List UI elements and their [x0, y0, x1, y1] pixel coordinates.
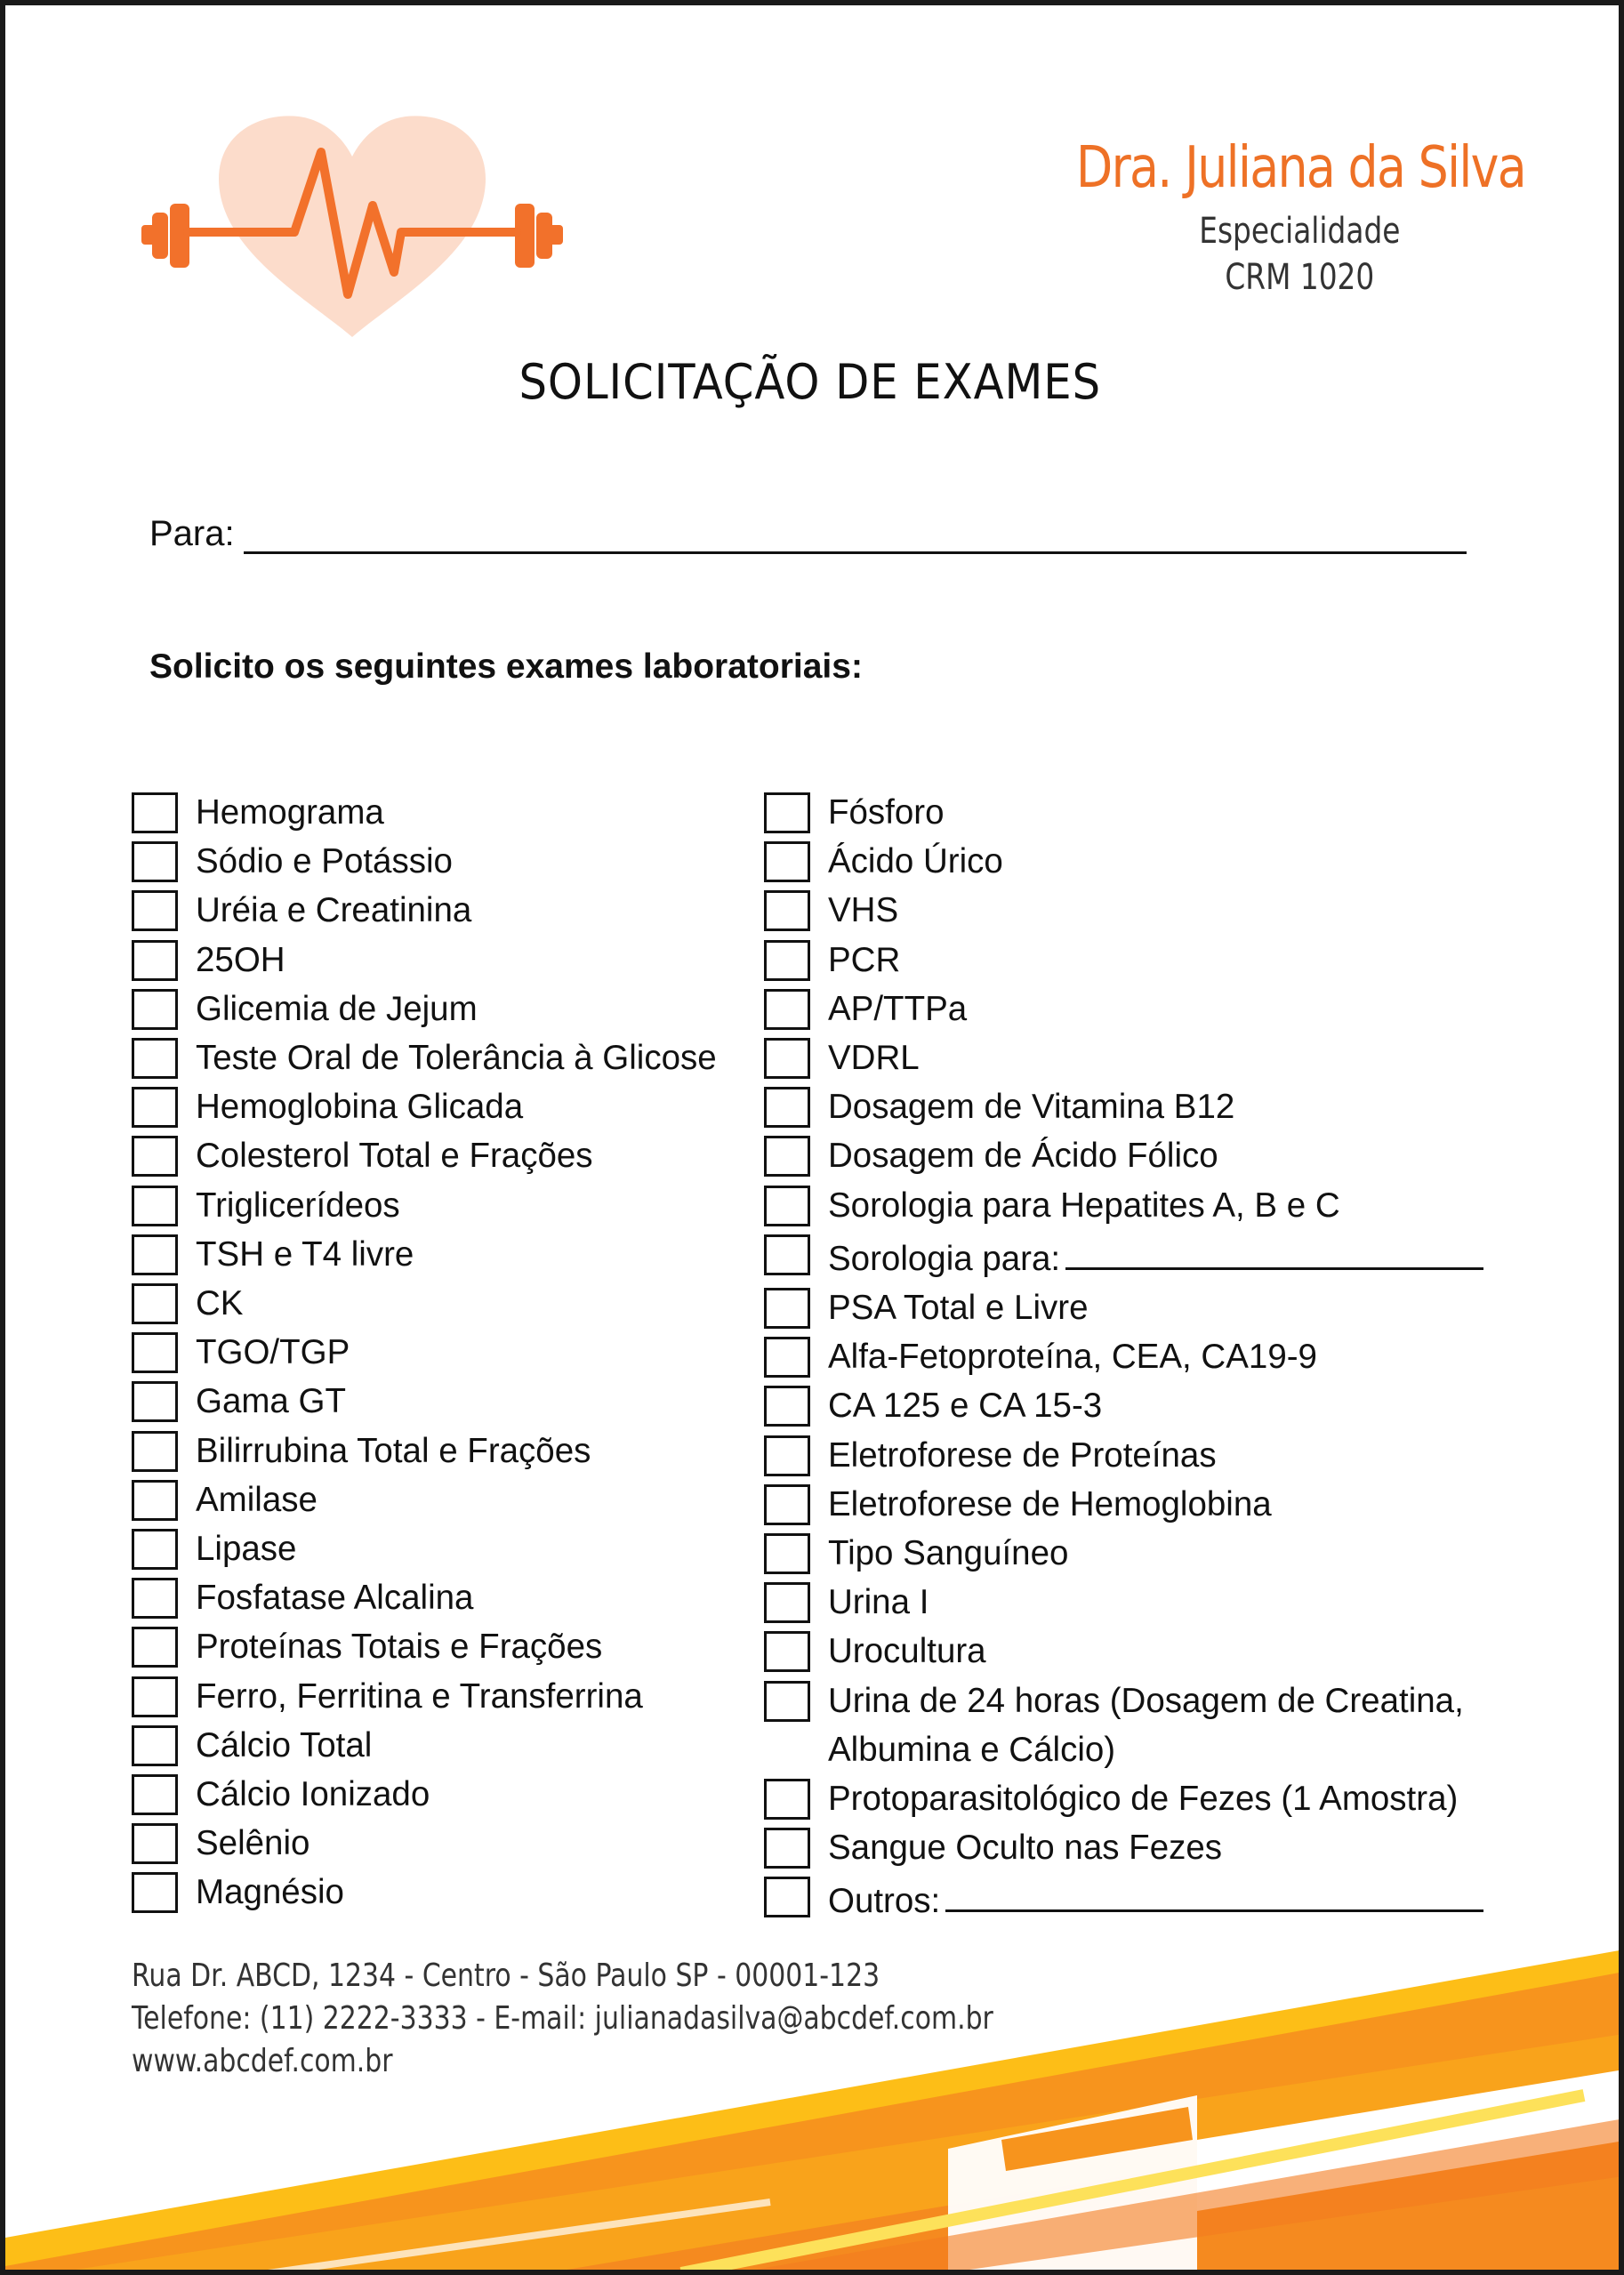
checkbox[interactable] — [764, 989, 810, 1030]
checkbox[interactable] — [764, 890, 810, 931]
exam-label: Protoparasitológico de Fezes (1 Amostra) — [828, 1780, 1459, 1819]
exam-item — [132, 1427, 754, 1475]
checkbox[interactable] — [764, 1681, 810, 1722]
checkbox[interactable] — [132, 1872, 178, 1913]
exam-item — [764, 1033, 1529, 1082]
exam-item — [132, 1524, 754, 1573]
exam-item — [764, 936, 1529, 985]
checkbox[interactable] — [764, 1533, 810, 1574]
exam-label: Sódio e Potássio — [196, 842, 453, 881]
doctor-header — [903, 137, 1525, 301]
footer-website: www.abcdef.com.br — [132, 2043, 393, 2079]
exam-item — [132, 1819, 754, 1868]
exam-item — [132, 1672, 754, 1721]
exam-item — [764, 1082, 1529, 1131]
checkbox[interactable] — [132, 1676, 178, 1717]
checkbox[interactable] — [132, 1283, 178, 1324]
exam-label: TSH e T4 livre — [196, 1234, 414, 1274]
exam-item — [132, 1082, 754, 1131]
checkbox[interactable] — [132, 940, 178, 981]
exam-label: Proteínas Totais e Frações — [196, 1628, 603, 1667]
heart-dumbbell-logo-icon — [134, 108, 570, 348]
exam-item — [764, 1431, 1529, 1480]
checkbox[interactable] — [132, 1480, 178, 1521]
exam-item — [132, 1868, 754, 1917]
checkbox[interactable] — [132, 1823, 178, 1864]
exam-item — [764, 1578, 1529, 1627]
doctor-crm: CRM 1020 — [1225, 257, 1375, 299]
checkbox[interactable] — [132, 1186, 178, 1226]
exam-label: Gama GT — [196, 1382, 347, 1421]
exam-item — [132, 788, 754, 837]
exam-item — [132, 1033, 754, 1082]
exam-item — [764, 788, 1529, 837]
exam-label: Bilirrubina Total e Frações — [196, 1431, 591, 1470]
checkbox[interactable] — [132, 1725, 178, 1766]
checkbox[interactable] — [764, 1435, 810, 1476]
exam-label: VDRL — [828, 1039, 920, 1078]
exam-label: Glicemia de Jejum — [196, 989, 478, 1028]
checkbox[interactable] — [764, 940, 810, 981]
exam-label: Cálcio Ionizado — [196, 1775, 430, 1814]
exam-label: Urocultura — [828, 1632, 986, 1671]
exam-label: PSA Total e Livre — [828, 1289, 1089, 1328]
outros-blank-line — [945, 1872, 1483, 1912]
exam-item — [764, 837, 1529, 886]
exam-label — [828, 1230, 1483, 1283]
checkbox[interactable] — [132, 1431, 178, 1472]
exam-item — [764, 1230, 1529, 1283]
checkbox[interactable] — [132, 1136, 178, 1177]
footer-address: Rua Dr. ABCD, 1234 - Centro - São Paulo SP - 00001-123 — [132, 1957, 880, 1994]
exam-item — [132, 1377, 754, 1426]
checkbox[interactable] — [132, 1234, 178, 1275]
exam-list-left — [132, 788, 754, 1917]
exam-label: TGO/TGP — [196, 1333, 350, 1372]
exam-item — [132, 837, 754, 886]
checkbox[interactable] — [764, 1038, 810, 1079]
exam-label: Sorologia para Hepatites A, B e C — [828, 1186, 1340, 1225]
page-title: SOLICITAÇÃO DE EXAMES — [519, 354, 1102, 410]
exam-label: Ferro, Ferritina e Transferrina — [196, 1676, 643, 1716]
checkbox[interactable] — [764, 792, 810, 833]
exam-item — [132, 1475, 754, 1524]
para-field — [149, 514, 1467, 554]
exam-item — [764, 1774, 1529, 1823]
checkbox[interactable] — [764, 1337, 810, 1378]
para-blank-line — [244, 514, 1467, 554]
exam-label: Magnésio — [196, 1873, 344, 1912]
outros-label: Outros: — [828, 1882, 941, 1921]
exam-label: Lipase — [196, 1530, 297, 1569]
exam-item — [764, 1181, 1529, 1230]
exam-label: Alfa-Fetoproteína, CEA, CA19-9 — [828, 1338, 1317, 1377]
exam-label: Dosagem de Vitamina B12 — [828, 1088, 1235, 1127]
checkbox[interactable] — [764, 1234, 810, 1275]
checkbox[interactable] — [132, 841, 178, 882]
checkbox[interactable] — [764, 1631, 810, 1672]
exam-item — [132, 1573, 754, 1622]
exam-item — [132, 985, 754, 1033]
exam-label: PCR — [828, 940, 901, 979]
sorologia-blank-line — [1065, 1230, 1483, 1270]
exam-label: Eletroforese de Proteínas — [828, 1435, 1217, 1475]
checkbox[interactable] — [764, 1582, 810, 1623]
exam-item — [764, 886, 1529, 935]
exam-item — [132, 1131, 754, 1180]
checkbox[interactable] — [764, 1136, 810, 1177]
doctor-specialty: Especialidade — [1199, 211, 1401, 253]
exam-item — [764, 1480, 1529, 1529]
exam-item — [764, 1283, 1529, 1332]
checkbox[interactable] — [764, 841, 810, 882]
exam-label: Hemoglobina Glicada — [196, 1088, 524, 1127]
checkbox[interactable] — [132, 1529, 178, 1570]
exam-label: Sangue Oculto nas Fezes — [828, 1829, 1223, 1868]
checkbox[interactable] — [764, 1386, 810, 1427]
checkbox[interactable] — [132, 989, 178, 1030]
checkbox[interactable] — [132, 1332, 178, 1373]
exam-label: CK — [196, 1284, 244, 1323]
checkbox[interactable] — [132, 1627, 178, 1668]
request-heading: Solicito os seguintes exames laboratoriais: — [149, 647, 863, 686]
exam-label: Selênio — [196, 1824, 310, 1863]
exam-label: CA 125 e CA 15-3 — [828, 1387, 1103, 1426]
checkbox[interactable] — [132, 792, 178, 833]
exam-item — [764, 985, 1529, 1033]
exam-item — [132, 1181, 754, 1230]
checkbox[interactable] — [764, 1484, 810, 1525]
checkbox[interactable] — [764, 1288, 810, 1329]
exam-item — [764, 1529, 1529, 1578]
footer-contact — [132, 1955, 1170, 2083]
exam-item — [132, 1721, 754, 1770]
exam-label: VHS — [828, 891, 899, 930]
exam-label: 25OH — [196, 940, 285, 979]
checkbox[interactable] — [132, 1087, 178, 1128]
exam-label: Urina I — [828, 1583, 929, 1622]
exam-label: Tipo Sanguíneo — [828, 1534, 1069, 1573]
para-label: Para: — [149, 514, 235, 553]
exam-item — [132, 936, 754, 985]
exam-item — [132, 1328, 754, 1377]
exam-label: Ácido Úrico — [828, 842, 1003, 881]
exam-label: Colesterol Total e Frações — [196, 1137, 593, 1176]
exam-label: Dosagem de Ácido Fólico — [828, 1137, 1218, 1176]
checkbox[interactable] — [132, 1381, 178, 1422]
exam-item — [132, 1279, 754, 1328]
checkbox[interactable] — [764, 1877, 810, 1917]
exam-item — [764, 1627, 1529, 1676]
exam-label: Hemograma — [196, 793, 384, 832]
checkbox[interactable] — [132, 1038, 178, 1079]
sorologia-label: Sorologia para: — [828, 1239, 1061, 1278]
exam-label: Uréia e Creatinina — [196, 891, 472, 930]
exam-label: Triglicerídeos — [196, 1186, 400, 1225]
exam-label: Fósforo — [828, 793, 945, 832]
doctor-name: Dra. Juliana da Silva — [1075, 135, 1525, 201]
exam-label: Urina de 24 horas (Dosagem de Creatina, Albumina e Cálcio) — [828, 1681, 1464, 1769]
checkbox[interactable] — [764, 1186, 810, 1226]
checkbox[interactable] — [132, 1578, 178, 1619]
exam-label: Cálcio Total — [196, 1725, 373, 1765]
exam-label: Amilase — [196, 1480, 318, 1519]
checkbox[interactable] — [764, 1779, 810, 1820]
exam-item — [764, 1381, 1529, 1430]
exam-item — [764, 1131, 1529, 1180]
exam-item — [132, 1622, 754, 1671]
exam-label: Eletroforese de Hemoglobina — [828, 1484, 1272, 1523]
exam-list-right — [764, 788, 1529, 1926]
exam-label: Teste Oral de Tolerância à Glicose — [196, 1039, 717, 1078]
exam-item — [132, 1770, 754, 1819]
checkbox[interactable] — [132, 1774, 178, 1815]
footer-contact-line: Telefone: (11) 2222-3333 - E-mail: julianadasilva@abcdef.com.br — [132, 2000, 993, 2037]
exam-item — [764, 1676, 1529, 1774]
exam-item — [764, 1332, 1529, 1381]
checkbox[interactable] — [764, 1828, 810, 1869]
exam-item — [132, 886, 754, 935]
exam-item — [764, 1823, 1529, 1872]
exam-item — [132, 1230, 754, 1279]
checkbox[interactable] — [764, 1087, 810, 1128]
exam-label: Fosfatase Alcalina — [196, 1579, 474, 1618]
checkbox[interactable] — [132, 890, 178, 931]
exam-label: AP/TTPa — [828, 989, 968, 1028]
